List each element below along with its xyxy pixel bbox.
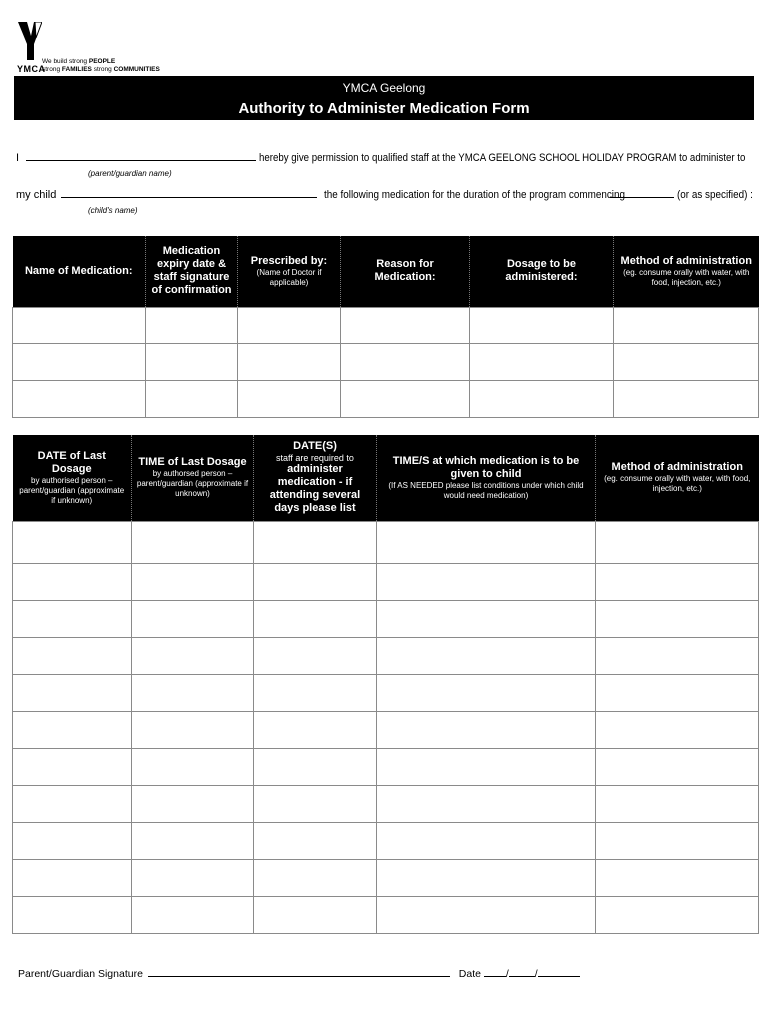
table-cell[interactable] (238, 380, 341, 417)
table-cell[interactable] (377, 674, 596, 711)
table-cell[interactable] (254, 674, 377, 711)
col-times-to-give: TIME/S at which medication is to be given to child (If AS NEEDED please list conditions under which child would need medication) (377, 435, 596, 521)
signature-row (18, 965, 580, 980)
table-cell[interactable] (13, 896, 132, 933)
table-cell[interactable] (132, 521, 254, 563)
date-month-field[interactable] (509, 965, 535, 977)
table-cell[interactable] (596, 748, 759, 785)
table-cell[interactable] (146, 307, 238, 343)
table-cell[interactable] (596, 859, 759, 896)
statement-prefix-my-child: my child (16, 189, 57, 201)
medication-table (12, 236, 759, 418)
statement-text-1: hereby give permission to qualified staff at the YMCA GEELONG SCHOOL HOLIDAY PROGRAM to administer to (259, 152, 746, 164)
table-row (13, 711, 759, 748)
table-cell[interactable] (132, 896, 254, 933)
logo-tagline-2: strong FAMILIES strong COMMUNITIES (42, 66, 160, 73)
dosage-schedule-table (12, 435, 759, 934)
col-reason-for-medication: Reason for Medication: (341, 236, 470, 307)
logo-wordmark: YMCA (17, 64, 46, 74)
table-row (13, 822, 759, 859)
table-row (13, 307, 759, 343)
col-dates-required: DATE(S) staff are required to administer medication - if attending several days please list (254, 435, 377, 521)
table-row (13, 600, 759, 637)
table-cell[interactable] (596, 563, 759, 600)
table-cell[interactable] (377, 711, 596, 748)
table-cell[interactable] (596, 822, 759, 859)
table-row (13, 343, 759, 380)
col-dosage: Dosage to be administered: (470, 236, 614, 307)
parent-guardian-hint: (parent/guardian name) (88, 169, 172, 178)
table-row (13, 637, 759, 674)
table-cell[interactable] (13, 711, 132, 748)
table-cell[interactable] (132, 822, 254, 859)
form-header (14, 76, 754, 120)
table-cell[interactable] (132, 748, 254, 785)
table-cell[interactable] (146, 343, 238, 380)
col-prescribed-by: Prescribed by: (Name of Doctor if applicable) (238, 236, 341, 307)
permission-statement-line-2 (16, 186, 761, 201)
table-cell[interactable] (132, 711, 254, 748)
date-day-field[interactable] (484, 965, 506, 977)
table-cell[interactable] (238, 343, 341, 380)
table-cell[interactable] (132, 785, 254, 822)
table-cell[interactable] (254, 563, 377, 600)
table-cell[interactable] (254, 711, 377, 748)
table-cell[interactable] (377, 637, 596, 674)
table-cell[interactable] (470, 343, 614, 380)
date-label: Date (458, 968, 481, 980)
table-cell[interactable] (13, 380, 146, 417)
table-cell[interactable] (254, 748, 377, 785)
table-cell[interactable] (596, 600, 759, 637)
ymca-logo-icon (18, 22, 42, 60)
table-cell[interactable] (254, 637, 377, 674)
table-cell[interactable] (614, 343, 759, 380)
table-cell[interactable] (377, 859, 596, 896)
table-row (13, 785, 759, 822)
table-cell[interactable] (377, 822, 596, 859)
table-cell[interactable] (254, 822, 377, 859)
table-cell[interactable] (254, 785, 377, 822)
statement-prefix-i: I (16, 152, 20, 164)
table-row (13, 896, 759, 933)
statement-text-2: the following medication for the duration of the program commencing (324, 189, 626, 201)
date-year-field[interactable] (538, 965, 580, 977)
table-cell[interactable] (377, 563, 596, 600)
table-cell[interactable] (132, 600, 254, 637)
table-row (13, 563, 759, 600)
table-cell[interactable] (596, 521, 759, 563)
form-title: Authority to Administer Medication Form (238, 100, 530, 117)
table-cell[interactable] (254, 521, 377, 563)
table-cell[interactable] (13, 521, 132, 563)
col-expiry-date: Medication expiry date & staff signature of confirmation (146, 236, 238, 307)
table-cell[interactable] (596, 896, 759, 933)
table-row (13, 748, 759, 785)
table-cell[interactable] (377, 600, 596, 637)
table-cell[interactable] (377, 521, 596, 563)
statement-suffix: (or as specified) : (676, 189, 753, 201)
col-method-of-administration: Method of administration (eg. consume orally with water, with food, injection, etc.) (614, 236, 759, 307)
child-name-hint: (child's name) (88, 206, 138, 215)
table-cell[interactable] (13, 637, 132, 674)
table-cell[interactable] (13, 785, 132, 822)
col-method-of-administration-2: Method of administration (eg. consume orally with water, with food, injection, etc.) (596, 435, 759, 521)
table-cell[interactable] (254, 859, 377, 896)
table-cell[interactable] (377, 785, 596, 822)
table-cell[interactable] (341, 380, 470, 417)
organization-name: YMCA Geelong (342, 81, 426, 95)
table-cell[interactable] (13, 748, 132, 785)
table-cell[interactable] (132, 859, 254, 896)
child-name-field[interactable] (61, 186, 317, 198)
table-cell[interactable] (13, 674, 132, 711)
col-name-of-medication: Name of Medication: (13, 236, 146, 307)
table-cell[interactable] (13, 343, 146, 380)
table-cell[interactable] (341, 307, 470, 343)
table-cell[interactable] (614, 307, 759, 343)
table-cell[interactable] (254, 896, 377, 933)
parent-guardian-name-field[interactable] (26, 149, 256, 161)
table-cell[interactable] (254, 600, 377, 637)
table-cell[interactable] (146, 380, 238, 417)
table-cell[interactable] (377, 896, 596, 933)
table-cell[interactable] (238, 307, 341, 343)
col-date-of-last-dosage: DATE of Last Dosage by authorised person – parent/guardian (approximate if unknown) (13, 435, 132, 521)
date-separator: / (505, 968, 509, 980)
signature-label: Parent/Guardian Signature (18, 968, 143, 980)
table-cell[interactable] (596, 711, 759, 748)
table-cell[interactable] (132, 563, 254, 600)
table-cell[interactable] (470, 380, 614, 417)
table-cell[interactable] (596, 674, 759, 711)
logo-tagline-1: We build strong PEOPLE (42, 58, 116, 65)
table-cell[interactable] (470, 307, 614, 343)
table-cell[interactable] (132, 674, 254, 711)
table-row (13, 859, 759, 896)
table-row (13, 380, 759, 417)
table-cell[interactable] (13, 859, 132, 896)
table-cell[interactable] (132, 637, 254, 674)
col-time-of-last-dosage: TIME of Last Dosage by authorsed person – parent/guardian (approximate if unknown) (132, 435, 254, 521)
table-cell[interactable] (596, 785, 759, 822)
table-cell[interactable] (596, 637, 759, 674)
table-cell[interactable] (13, 822, 132, 859)
table-cell[interactable] (377, 748, 596, 785)
table-cell[interactable] (614, 380, 759, 417)
table-row (13, 674, 759, 711)
table-row (13, 521, 759, 563)
date-separator: / (534, 968, 538, 980)
table-cell[interactable] (13, 563, 132, 600)
table-cell[interactable] (13, 600, 132, 637)
table-cell[interactable] (13, 307, 146, 343)
signature-field[interactable] (148, 965, 450, 977)
permission-statement-line-1 (16, 149, 770, 164)
table-cell[interactable] (341, 343, 470, 380)
